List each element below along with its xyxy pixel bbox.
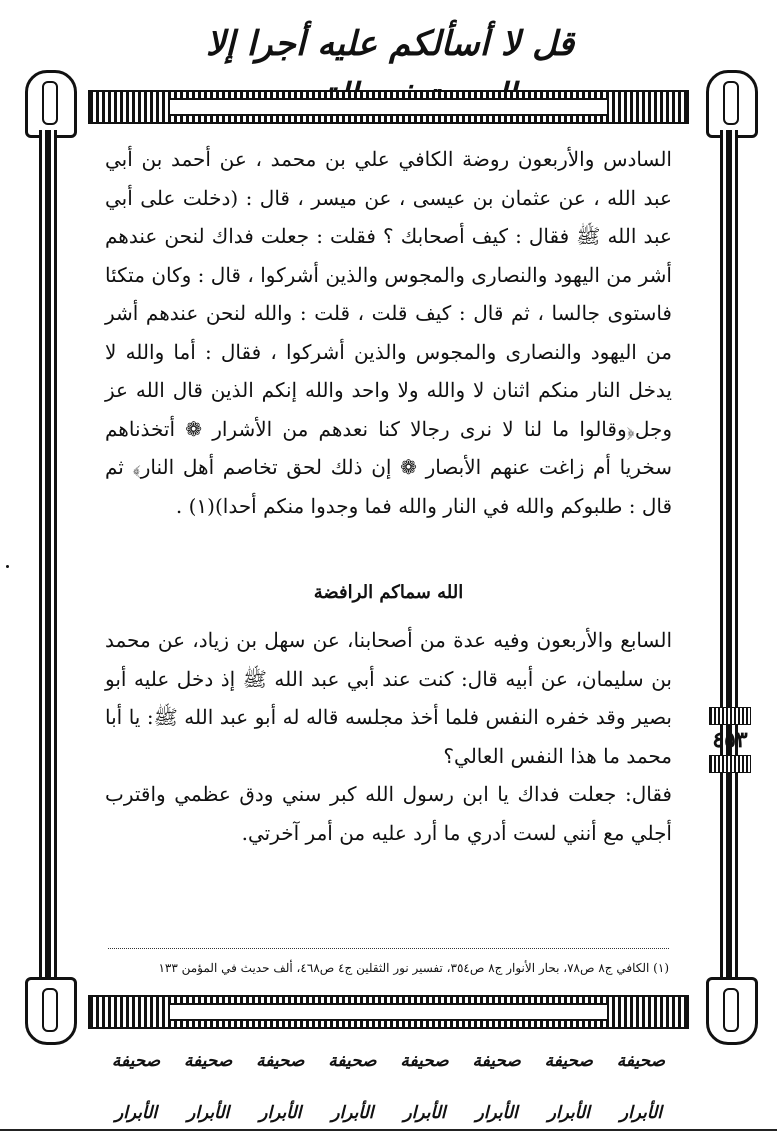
calligraphy-seal: صحيفة الأبرار	[256, 1051, 305, 1123]
calligraphy-seal: صحيفة الأبرار	[184, 1051, 233, 1123]
calligraphy-seal: صحيفة الأبرار	[616, 1051, 666, 1123]
scan-speck	[6, 565, 9, 568]
frame-top-border	[88, 90, 689, 124]
section-heading: الله سماكم الرافضة	[313, 582, 464, 603]
calligraphy-seal: صحيفة الأبرار	[328, 1051, 377, 1123]
footnote-divider	[108, 948, 669, 949]
paragraph-46: السادس والأربعون روضة الكافي علي بن محمد ، عن أحمد بن أبي عبد الله ، عن عثمان بن عيسى ، عن ميسر ، قال : (دخلت على أبي عبد الله ﷺ فقال : كيف أصحابك ؟ فقلت : جعلت فداك لنحن عندهم أشر من اليهود والنصارى والمجوس والذين أشركوا ، قال : وكان متكئا فاستوى جالسا ، ثم قال : كيف قلت ، قلت : والله لنحن عندهم أشر من اليهود والنصارى والمجوس والذين أشركوا ، فقال : أما والله لا يدخل النار منكم اثنان لا والله ولا واحد والله إنكم الذين قال الله عز وجل﴿وقالوا ما لنا لا نرى رجالا كنا نعدهم من الأشرار ❁ أتخذناهم سخريا أم زاغت عنهم الأبصار ❁ إن ذلك لحق تخاصم أهل النار﴾ ثم قال : طلبوكم والله في النار والله فما وجدوا منكم أحدا)(١) .	[105, 147, 672, 518]
calligraphy-seal: صحيفة الأبرار	[544, 1051, 593, 1123]
left-pillar-ornament	[25, 70, 71, 1045]
calligraphy-seal: صحيفة الأبرار	[400, 1051, 449, 1123]
page-number-block	[703, 705, 757, 775]
page-number-ornament-top	[709, 707, 751, 725]
page-header-calligraphy: قل لا أسألكم عليه أجرا إلا	[205, 24, 575, 64]
paragraph-47: السابع والأربعون وفيه عدة من أصحابنا، عن سهل بن زياد، عن محمد بن سليمان، عن أبيه قال: كنت عند أبي عبد الله ﷺ إذ دخل عليه أبو بصير وقد خفره النفس فلما أخذ مجلسه قاله له أبو عبد الله ﷺ: يا أبا محمد ما هذا النفس العالي؟	[105, 628, 672, 768]
bottom-seal-row	[100, 1035, 677, 1123]
footnote: (١) الكافي ج٨ ص٧٨، بحار الأنوار ج٨ ص٣٥٤، تفسير نور الثقلين ج٤ ص٤٦٨، ألف حديث في المؤمن ١٣٣	[158, 961, 669, 975]
page-number: ٤٥٣	[712, 727, 748, 753]
paragraph-47-reply: فقال: جعلت فداك يا ابن رسول الله كبر سني ودق عظمي واقترب أجلي مع أنني لست أدري ما أرد عليه من أمر آخرتي.	[105, 782, 672, 845]
main-text	[105, 140, 672, 852]
right-pillar-ornament	[706, 70, 752, 1045]
calligraphy-seal: صحيفة الأبرار	[111, 1051, 161, 1123]
page-number-ornament-bottom	[709, 755, 751, 773]
calligraphy-seal: صحيفة الأبرار	[472, 1051, 521, 1123]
frame-bottom-border	[88, 995, 689, 1029]
